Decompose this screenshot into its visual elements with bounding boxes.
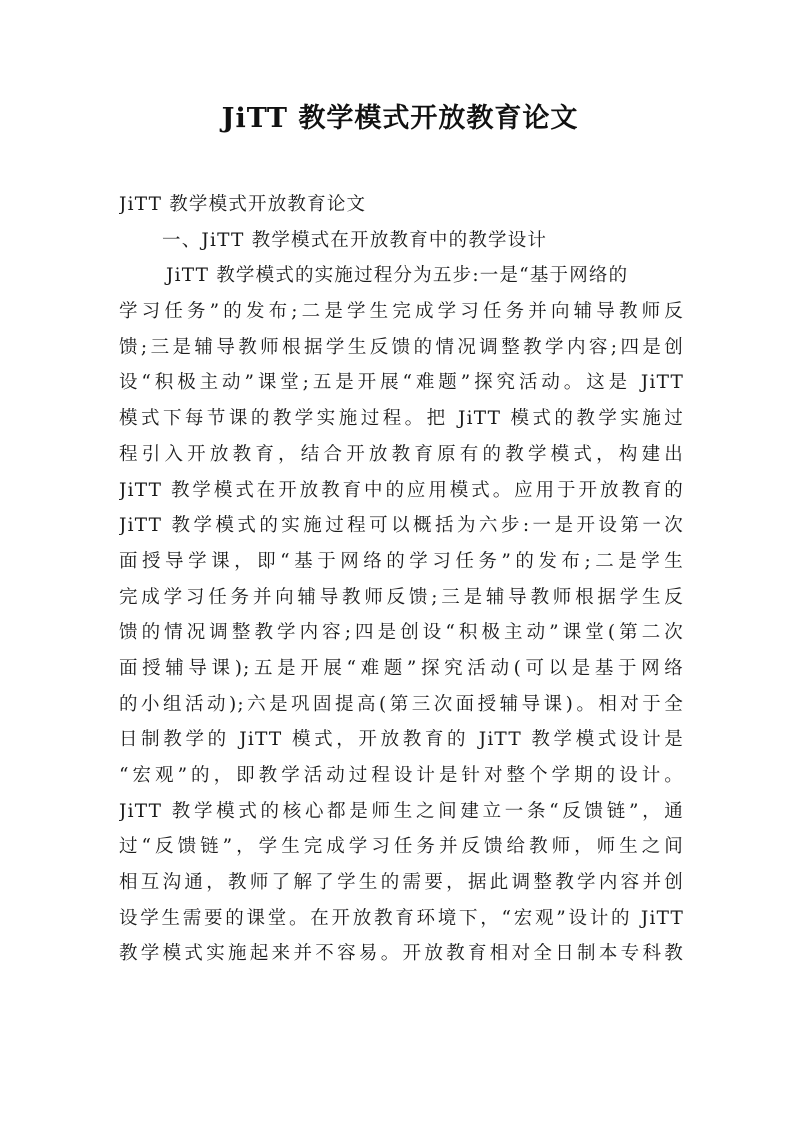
paragraph-line: “宏观”的，即教学活动过程设计是针对整个学期的设计。	[119, 765, 684, 786]
paragraph-line: 面授导学课，即“基于网络的学习任务”的发布;二是学生	[119, 550, 684, 572]
paragraph-line: 设学生需要的课堂。在开放教育环境下，“宏观”设计的 JiTT	[119, 907, 684, 929]
body-line-subtitle: JiTT 教学模式开放教育论文	[119, 194, 367, 215]
paragraph-line: 相互沟通，教师了解了学生的需要，据此调整教学内容并创	[119, 872, 684, 894]
paragraph-line: 学习任务”的发布;二是学生完成学习任务并向辅导教师反	[119, 301, 684, 323]
paragraph-line: 过“反馈链”，学生完成学习任务并反馈给教师，师生之间	[119, 836, 684, 858]
paragraph-line: 程引入开放教育，结合开放教育原有的教学模式，构建出	[119, 443, 684, 465]
paragraph-line: 馈;三是辅导教师根据学生反馈的情况调整教学内容;四是创	[119, 336, 684, 358]
paragraph-line: JiTT 教学模式的实施过程可以概括为六步:一是开设第一次	[119, 515, 684, 537]
paragraph-line: JiTT 教学模式的核心都是师生之间建立一条“反馈链”，通	[119, 800, 684, 822]
paragraph-line: 日制教学的 JiTT 模式，开放教育的 JiTT 教学模式设计是	[119, 729, 684, 751]
document-title: JiTT 教学模式开放教育论文	[221, 103, 579, 134]
document-body	[119, 187, 684, 972]
section-heading: 一、JiTT 教学模式在开放教育中的教学设计	[162, 229, 548, 251]
paragraph-line: 的小组活动);六是巩固提高(第三次面授辅导课)。相对于全	[119, 693, 684, 715]
paragraph-line: 设“积极主动”课堂;五是开展“难题”探究活动。这是 JiTT	[119, 372, 684, 394]
paragraph-line: JiTT 教学模式在开放教育中的应用模式。应用于开放教育的	[119, 479, 684, 501]
paragraph-line: 模式下每节课的教学实施过程。把 JiTT 模式的教学实施过	[119, 408, 684, 430]
paragraph-line: 教学模式实施起来并不容易。开放教育相对全日制本专科教	[119, 943, 684, 965]
paragraph-line: 面授辅导课);五是开展“难题”探究活动(可以是基于网络	[119, 657, 684, 679]
paragraph-line: JiTT 教学模式的实施过程分为五步:一是“基于网络的	[166, 265, 629, 287]
paragraph-line: 馈的情况调整教学内容;四是创设“积极主动”课堂(第二次	[119, 622, 684, 644]
paragraph-line: 完成学习任务并向辅导教师反馈;三是辅导教师根据学生反	[119, 586, 684, 608]
